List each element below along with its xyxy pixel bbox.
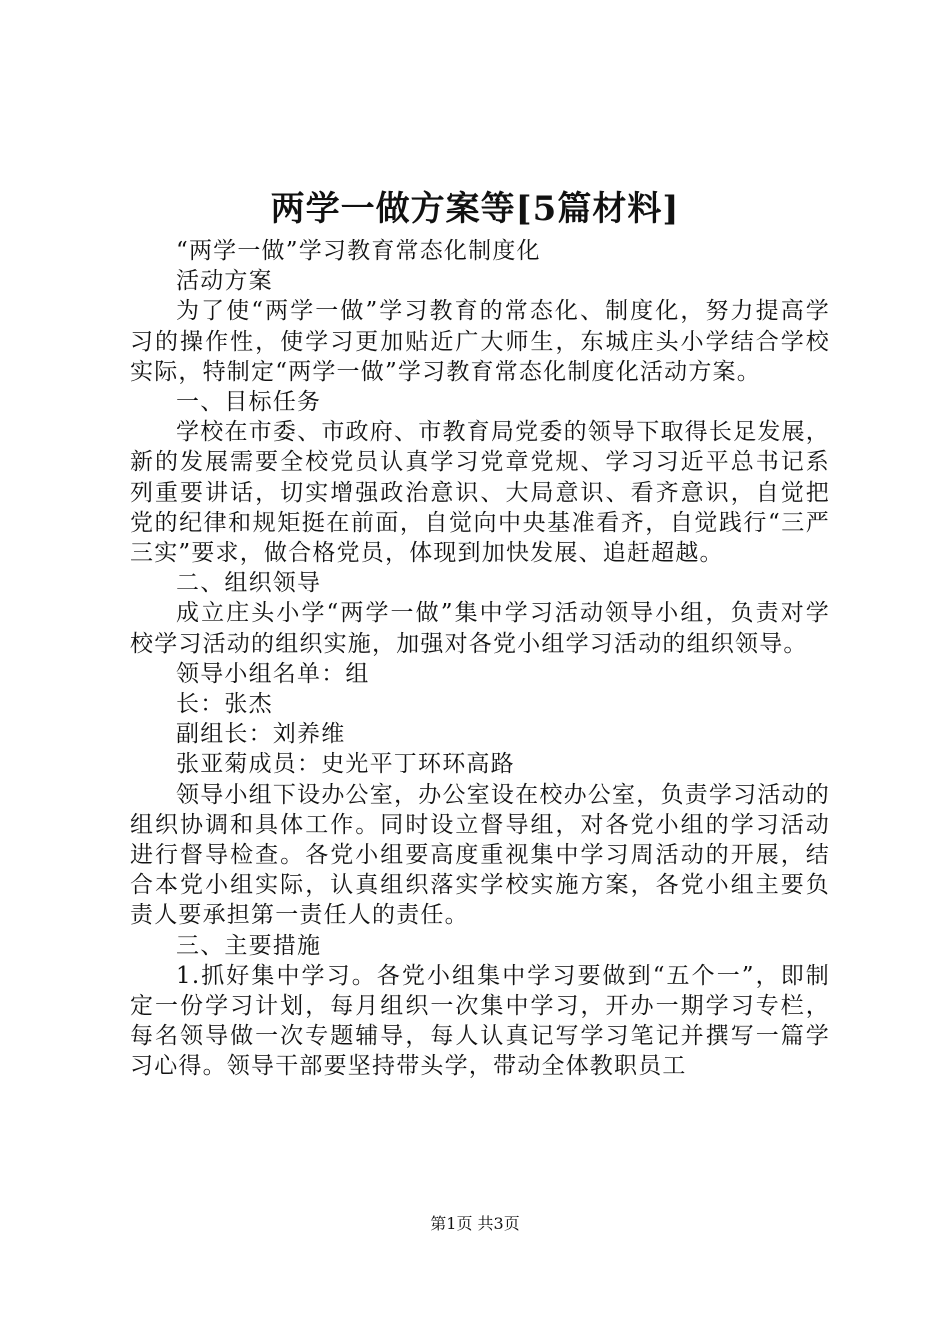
paragraph: 张亚菊成员：史光平丁环环高路 [176,751,515,778]
document-body [130,236,830,1082]
document-title: 两学一做方案等[5篇材料] [270,189,680,229]
paragraph: “两学一做”学习教育常态化制度化 [176,238,541,264]
section-heading: 三、主要措施 [176,932,322,959]
section-heading: 二、组织领导 [176,570,322,597]
section-heading: 一、目标任务 [176,389,322,416]
paragraph: 学校在市委、市政府、市教育局党委的领导下取得长足发展，新的发展需要全校党员认真学习党章党规、学习习近平总书记系列重要讲话，切实增强政治意识、大局意识、看齐意识，自觉把党的纪律和规矩挺在前面，自觉向中央基准看齐，自觉践行“三严三实”要求，做合格党员，体现到加快发展、追赶超越。 [130,419,830,567]
paragraph: 1.抓好集中学习。各党小组集中学习要做到“五个一”，即制定一份学习计划，每月组织一次集中学习，开办一期学习专栏，每名领导做一次专题辅导，每人认真记写学习笔记并撰写一篇学习心得。领导干部要坚持带头学，带动全体教职员工 [130,962,830,1080]
paragraph: 领导小组下设办公室，办公室设在校办公室，负责学习活动的组织协调和具体工作。同时设立督导组，对各党小组的学习活动进行督导检查。各党小组要高度重视集中学习周活动的开展，结合本党小组实际，认真组织落实学校实施方案，各党小组主要负责人要承担第一责任人的责任。 [130,781,830,929]
paragraph: 领导小组名单：组 [176,660,370,687]
paragraph: 副组长：刘养维 [176,721,346,748]
page-footer: 第1页 共3页 [430,1214,520,1233]
paragraph: 为了使“两学一做”学习教育的常态化、制度化，努力提高学习的操作性，使学习更加贴近广大师生，东城庄头小学结合学校实际，特制定“两学一做”学习教育常态化制度化活动方案。 [130,298,830,385]
paragraph: 活动方案 [176,268,273,295]
paragraph: 成立庄头小学“两学一做”集中学习活动领导小组，负责对学校学习活动的组织实施，加强对各党小组学习活动的组织领导。 [130,600,830,657]
paragraph: 长：张杰 [176,691,273,718]
